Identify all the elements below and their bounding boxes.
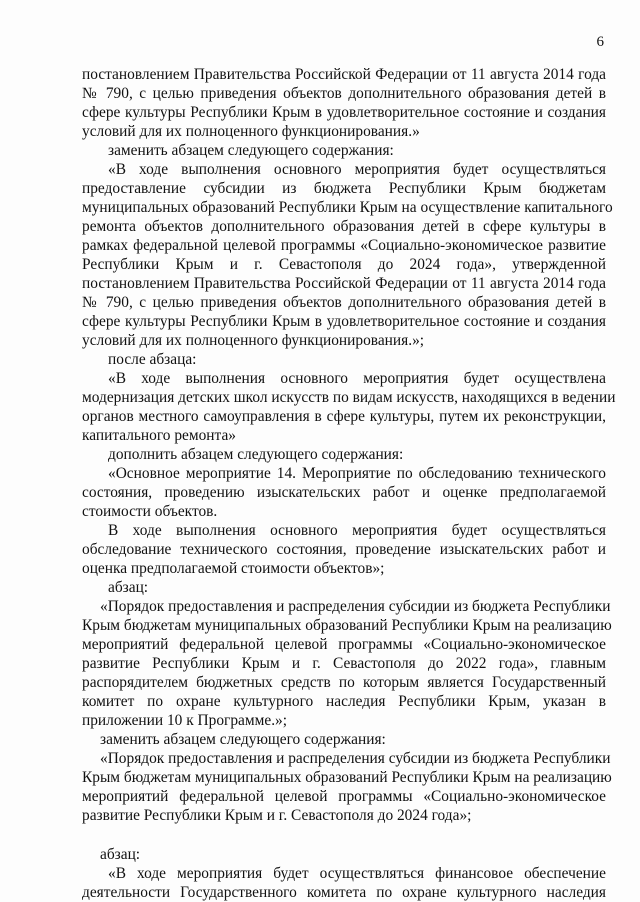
text-line: муниципальных образований Республики Крым на осуществление капитального	[82, 199, 613, 216]
text-line: предоставление субсидии из бюджета Республики Крым бюджетам	[82, 180, 606, 197]
page-number: 6	[596, 34, 604, 50]
text-line: абзац:	[100, 846, 141, 863]
text-line: распорядителем бюджетных средств по которым является Государственный	[82, 674, 606, 691]
text-line: обследование технического состояния, проведение изыскательских работ и	[82, 541, 606, 558]
text-line: рамках федеральной целевой программы «Социально-экономическое развитие	[82, 237, 606, 254]
text-line: «Основное мероприятие 14. Мероприятие по обследованию технического	[108, 465, 606, 482]
text-line: «В ходе мероприятия будет осуществляться финансовое обеспечение	[108, 865, 606, 882]
text-line: № 790, с целью приведения объектов дополнительного образования детей в	[82, 85, 606, 102]
text-line: «Порядок предоставления и распределения субсидии из бюджета Республики	[100, 750, 611, 767]
text-line: развитие Республики Крым и г. Севастополя до 2022 года», главным	[82, 655, 606, 672]
text-line: мероприятий федеральной целевой программы «Социально-экономическое	[82, 636, 606, 653]
text-line: Крым бюджетам муниципальных образований Республики Крым на реализацию	[82, 617, 612, 634]
text-line: В ходе выполнения основного мероприятия будет осуществляться	[108, 522, 606, 539]
text-line: Крым бюджетам муниципальных образований Республики Крым на реализацию	[82, 769, 612, 786]
text-line: условий для их полноценного функционирования.»;	[82, 332, 425, 349]
text-line: деятельности Государственного комитета по охране культурного наследия	[82, 884, 606, 901]
text-line: постановлением Правительства Российской Федерации от 11 августа 2014 года	[82, 275, 606, 292]
text-line: сфере культуры Республики Крым в удовлетворительное состояние и создания	[82, 104, 606, 121]
text-line: мероприятий федеральной целевой программы «Социально-экономическое	[82, 788, 606, 805]
text-line: заменить абзацем следующего содержания:	[100, 731, 386, 748]
text-line: абзац:	[108, 579, 149, 596]
text-line: состояния, проведению изыскательских работ и оценке предполагаемой	[82, 484, 606, 501]
text-line: после абзаца:	[108, 351, 197, 368]
text-line: условий для их полноценного функционирования.»	[82, 123, 420, 140]
text-line: заменить абзацем следующего содержания:	[108, 142, 394, 159]
text-line: комитет по охране культурного наследия Республики Крым, указан в	[82, 693, 606, 710]
text-line: «Порядок предоставления и распределения субсидии из бюджета Республики	[100, 598, 611, 615]
text-line: сфере культуры Республики Крым в удовлетворительное состояние и создания	[82, 313, 606, 330]
text-line: № 790, с целью приведения объектов дополнительного образования детей в	[82, 294, 606, 311]
text-line: капитального ремонта»	[82, 427, 236, 444]
text-line: модернизация детских школ искусств по видам искусств, находящихся в ведении	[82, 389, 616, 406]
text-line: ремонта объектов дополнительного образования детей в сфере культуры в	[82, 218, 606, 235]
text-line: органов местного самоуправления в сфере культуры, путем их реконструкции,	[82, 408, 606, 425]
text-line: развитие Республики Крым и г. Севастополя до 2024 года»;	[82, 807, 472, 824]
text-line: оценка предполагаемой стоимости объектов»;	[82, 560, 385, 577]
text-line: постановлением Правительства Российской Федерации от 11 августа 2014 года	[82, 66, 606, 83]
text-line: Республики Крым и г. Севастополя до 2024 года», утвержденной	[82, 256, 606, 273]
text-line: «В ходе выполнения основного мероприятия будет осуществлена	[108, 370, 606, 387]
text-line: дополнить абзацем следующего содержания:	[108, 446, 404, 463]
text-line: «В ходе выполнения основного мероприятия будет осуществляться	[108, 161, 606, 178]
text-line: приложении 10 к Программе.»;	[82, 712, 288, 729]
text-line: стоимости объектов.	[82, 503, 218, 520]
